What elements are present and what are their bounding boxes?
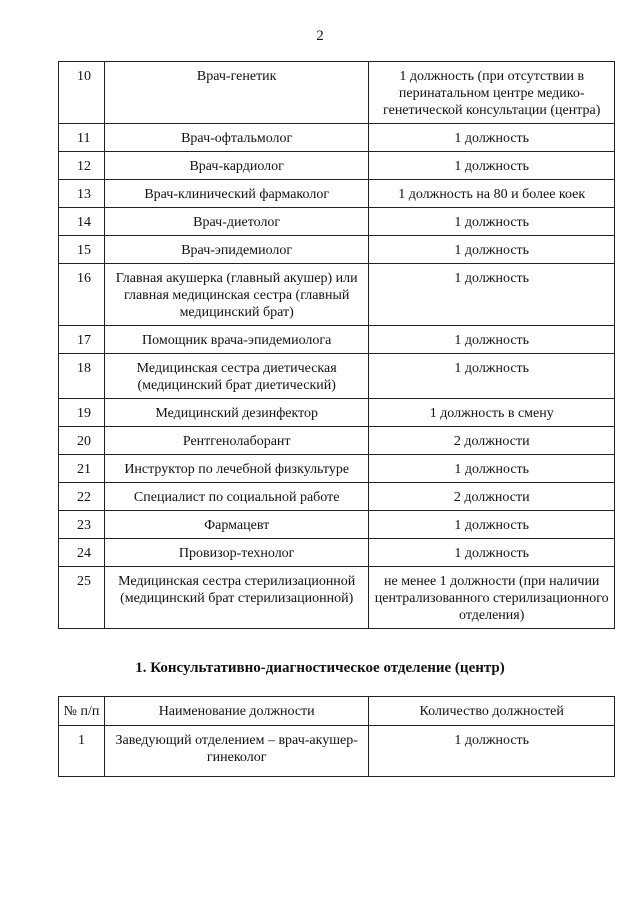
position-name: Врач-генетик	[104, 62, 368, 124]
header-position-name: Наименование должности	[104, 697, 369, 726]
row-number: 17	[59, 326, 105, 354]
table-row	[59, 539, 615, 567]
staffing-table-body	[59, 62, 615, 629]
row-number: 22	[59, 483, 105, 511]
position-name: Специалист по социальной работе	[104, 483, 368, 511]
table-row	[59, 354, 615, 399]
staffing-table	[58, 61, 615, 629]
table-row	[59, 208, 615, 236]
position-name: Врач-кардиолог	[104, 152, 368, 180]
row-number: 1	[59, 726, 105, 777]
table-header-row	[59, 697, 615, 726]
table-row	[59, 399, 615, 427]
page-number: 2	[316, 28, 324, 44]
position-count: 1 должность	[369, 152, 615, 180]
position-name: Врач-диетолог	[104, 208, 368, 236]
table-row	[59, 152, 615, 180]
position-name: Заведующий отделением – врач-акушер-гинеколог	[104, 726, 369, 777]
position-count: 1 должность (при отсутствии в перинатальном центре медико-генетической консультации (центра)	[369, 62, 615, 124]
table-row	[59, 124, 615, 152]
position-count: 1 должность на 80 и более коек	[369, 180, 615, 208]
row-number: 15	[59, 236, 105, 264]
position-name: Инструктор по лечебной физкультуре	[104, 455, 368, 483]
position-name: Врач-офтальмолог	[104, 124, 368, 152]
table-row	[59, 511, 615, 539]
position-name: Фармацевт	[104, 511, 368, 539]
position-name: Медицинский дезинфектор	[104, 399, 368, 427]
table-row	[59, 236, 615, 264]
section-staffing-table	[58, 696, 615, 777]
row-number: 10	[59, 62, 105, 124]
position-count: 1 должность	[369, 208, 615, 236]
row-number: 25	[59, 567, 105, 629]
header-position-count: Количество должностей	[369, 697, 615, 726]
header-number: № п/п	[59, 697, 105, 726]
table-row	[59, 567, 615, 629]
position-count: 1 должность	[369, 326, 615, 354]
position-count: 1 должность	[369, 124, 615, 152]
position-count: 2 должности	[369, 427, 615, 455]
row-number: 19	[59, 399, 105, 427]
table-row	[59, 62, 615, 124]
position-count: 1 должность	[369, 264, 615, 326]
position-count: 1 должность	[369, 511, 615, 539]
row-number: 20	[59, 427, 105, 455]
row-number: 18	[59, 354, 105, 399]
position-count: 1 должность	[369, 354, 615, 399]
row-number: 13	[59, 180, 105, 208]
row-number: 11	[59, 124, 105, 152]
section-heading: 1. Консультативно-диагностическое отделение (центр)	[135, 660, 505, 676]
position-name: Рентгенолаборант	[104, 427, 368, 455]
row-number: 16	[59, 264, 105, 326]
position-name: Врач-клинический фармаколог	[104, 180, 368, 208]
table-row	[59, 180, 615, 208]
position-count: 1 должность	[369, 455, 615, 483]
position-name: Главная акушерка (главный акушер) или главная медицинская сестра (главный медицинский брат)	[104, 264, 368, 326]
row-number: 21	[59, 455, 105, 483]
position-count: 1 должность в смену	[369, 399, 615, 427]
position-count: 1 должность	[369, 726, 615, 777]
position-count: не менее 1 должности (при наличии централизованного стерилизационного отделения)	[369, 567, 615, 629]
position-name: Медицинская сестра диетическая (медицинский брат диетический)	[104, 354, 368, 399]
position-count: 2 должности	[369, 483, 615, 511]
table-row	[59, 483, 615, 511]
table-row	[59, 455, 615, 483]
row-number: 14	[59, 208, 105, 236]
row-number: 12	[59, 152, 105, 180]
row-number: 24	[59, 539, 105, 567]
position-name: Провизор-технолог	[104, 539, 368, 567]
position-name: Помощник врача-эпидемиолога	[104, 326, 368, 354]
position-count: 1 должность	[369, 236, 615, 264]
position-name: Врач-эпидемиолог	[104, 236, 368, 264]
position-count: 1 должность	[369, 539, 615, 567]
table-row	[59, 726, 615, 777]
table-row	[59, 326, 615, 354]
table-row	[59, 427, 615, 455]
row-number: 23	[59, 511, 105, 539]
table-row	[59, 264, 615, 326]
position-name: Медицинская сестра стерилизационной (медицинский брат стерилизационной)	[104, 567, 368, 629]
